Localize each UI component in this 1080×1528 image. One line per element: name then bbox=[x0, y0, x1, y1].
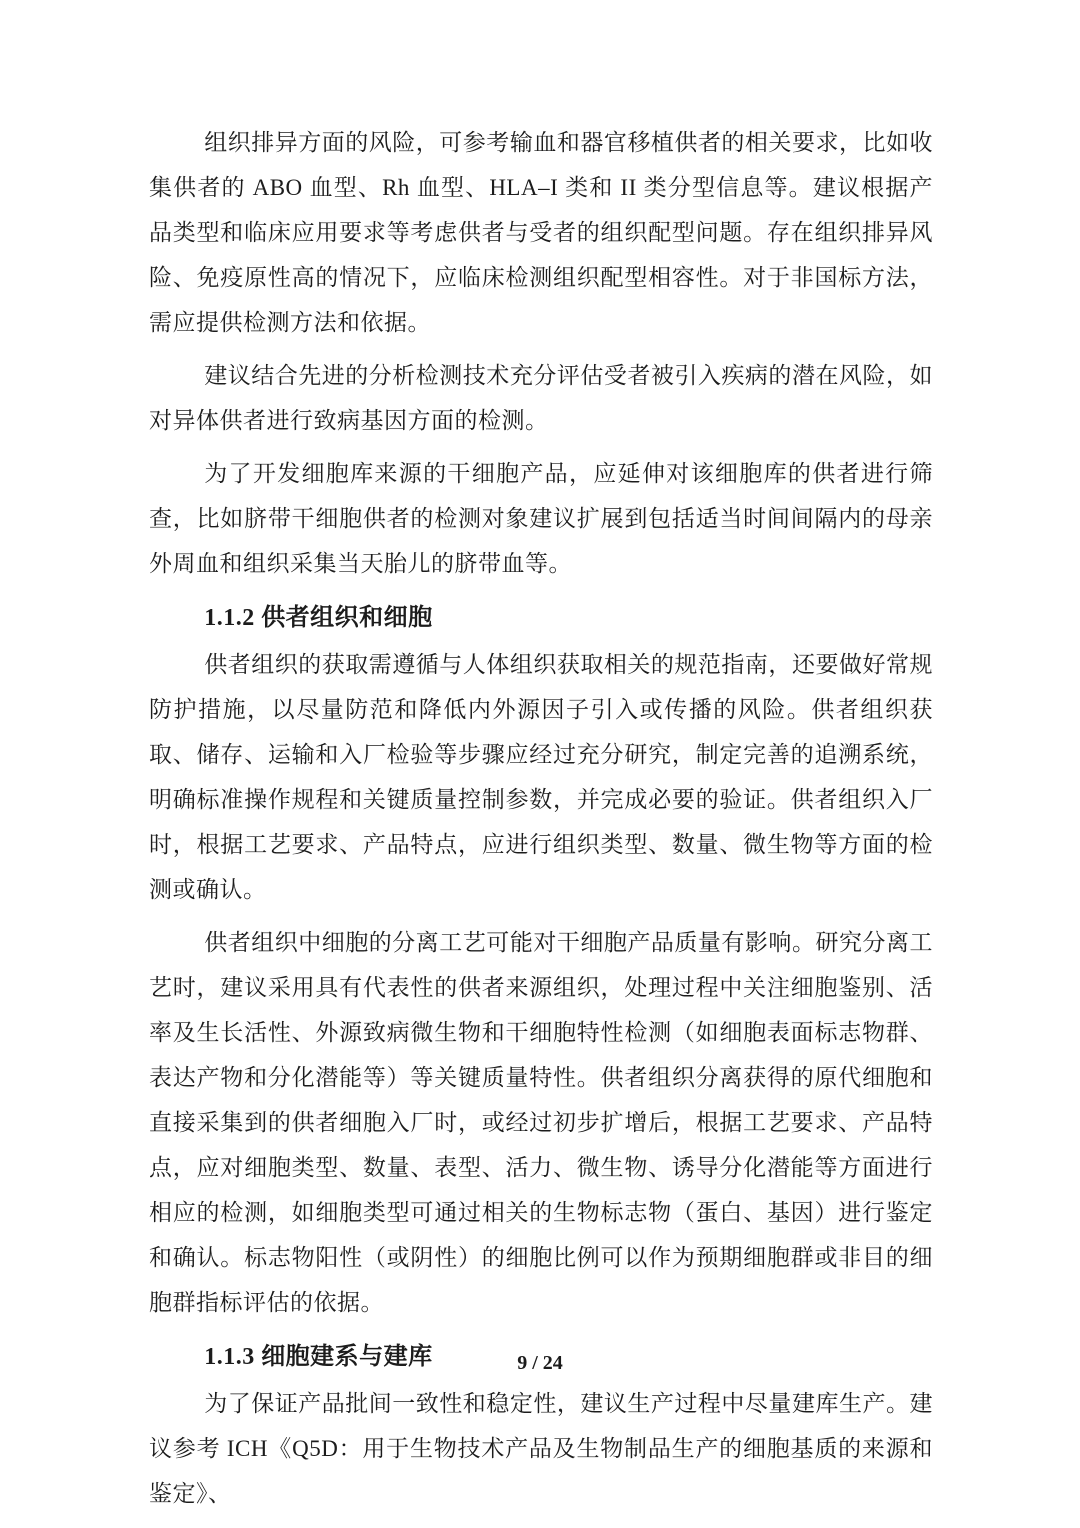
paragraph-cell-line-banking: 为了保证产品批间一致性和稳定性，建议生产过程中尽量建库生产。建议参考 ICH《Q5D：用于生物技术产品及生物制品生产的细胞基质的来源和鉴定》、 bbox=[149, 1391, 933, 1506]
section-heading-1-1-2: 1.1.2 供者组织和细胞 bbox=[204, 605, 433, 631]
paragraph-advanced-testing: 建议结合先进的分析检测技术充分评估受者被引入疾病的潜在风险，如对异体供者进行致病基因方面的检测。 bbox=[149, 363, 933, 433]
page-number: 9 / 24 bbox=[517, 1352, 563, 1374]
paragraph-cell-separation-process: 供者组织中细胞的分离工艺可能对干细胞产品质量有影响。研究分离工艺时，建议采用具有代表性的供者来源组织，处理过程中关注细胞鉴别、活率及生长活性、外源致病微生物和干细胞特性检测（如细胞表面标志物群、表达产物和分化潜能等）等关键质量特性。供者组织分离获得的原代细胞和直接采集到的供者细胞入厂时，或经过初步扩增后，根据工艺要求、产品特点，应对细胞类型、数量、表型、活力、微生物、诱导分化潜能等方面进行相应的检测，如细胞类型可通过相关的生物标志物（蛋白、基因）进行鉴定和确认。标志物阳性（或阴性）的细胞比例可以作为预期细胞群或非目的细胞群指标评估的依据。 bbox=[149, 930, 933, 1315]
paragraph-donor-tissue-acquisition: 供者组织的获取需遵循与人体组织获取相关的规范指南，还要做好常规防护措施，以尽量防范和降低内外源因子引入或传播的风险。供者组织获取、储存、运输和入厂检验等步骤应经过充分研究，制定完善的追溯系统，明确标准操作规程和关键质量控制参数，并完成必要的验证。供者组织入厂时，根据工艺要求、产品特点，应进行组织类型、数量、微生物等方面的检测或确认。 bbox=[149, 652, 933, 902]
section-heading-1-1-3: 1.1.3 细胞建系与建库 bbox=[204, 1344, 433, 1370]
paragraph-tissue-rejection-risk: 组织排异方面的风险，可参考输血和器官移植供者的相关要求，比如收集供者的 ABO 血型、Rh 血型、HLA–I 类和 II 类分型信息等。建议根据产品类型和临床应用要求等考虑供者与受者的组织配型问题。存在组织排异风险、免疫原性高的情况下，应临床检测组织配型相容性。对于非国标方法，需应提供检测方法和依据。 bbox=[149, 130, 933, 335]
paragraph-cell-bank-screening: 为了开发细胞库来源的干细胞产品，应延伸对该细胞库的供者进行筛查，比如脐带干细胞供者的检测对象建议扩展到包括适当时间间隔内的母亲外周血和组织采集当天胎儿的脐带血等。 bbox=[149, 461, 933, 576]
